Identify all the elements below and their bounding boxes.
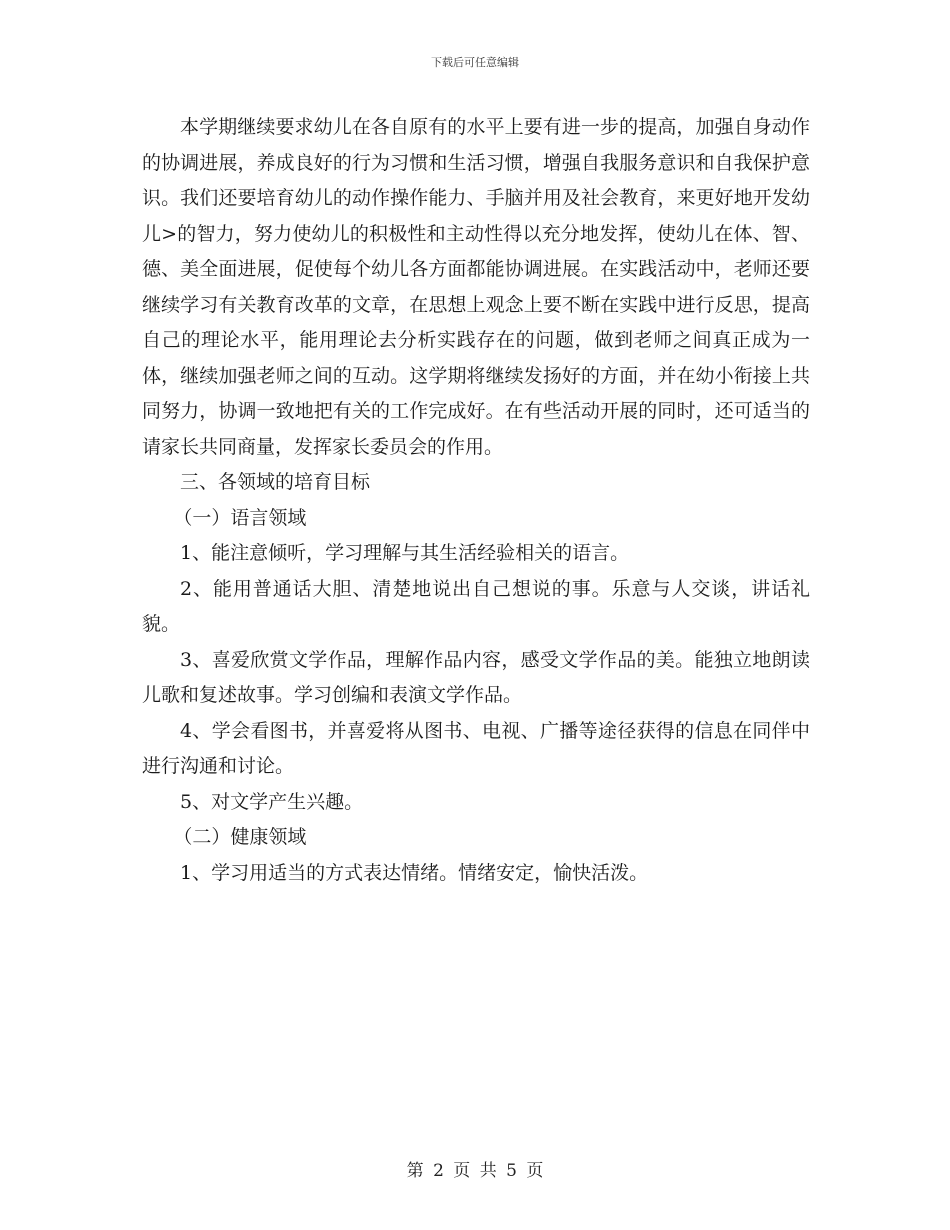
document-body [142,110,810,891]
subsection-heading-health: （二）健康领域 [173,826,307,848]
page-header-note: 下载后可任意编辑 [431,56,519,69]
page-number-footer: 第 2 页 共 5 页 [406,1161,544,1181]
language-goal-1: 1、能注意倾听，学习理解与其生活经验相关的语言。 [180,542,630,564]
intro-paragraph: 本学期继续要求幼儿在各自原有的水平上要有进一步的提高，加强自身动作的协调进展，养成良好的行为习惯和生活习惯，增强自我服务意识和自我保护意识。我们还要培育幼儿的动作操作能力、手脑并用及社会教育，来更好地开发幼儿>的智力，努力使幼儿的积极性和主动性得以充分地发挥，使幼儿在体、智、德、美全面进展，促使每个幼儿各方面都能协调进展。在实践活动中，老师还要继续学习有关教育改革的文章，在思想上观念上要不断在实践中进行反思，提高自己的理论水平，能用理论去分析实践存在的问题，做到老师之间真正成为一体，继续加强老师之间的互动。这学期将继续发扬好的方面，并在幼小衔接上共同努力，协调一致地把有关的工作完成好。在有些活动开展的同时，还可适当的请家长共同商量，发挥家长委员会的作用。 [142,116,810,458]
health-goal-1: 1、学习用适当的方式表达情绪。情绪安定，愉快活泼。 [180,861,649,884]
subsection-heading-language: （一）语言领域 [173,506,307,529]
section-heading: 三、各领域的培育目标 [180,471,371,493]
language-goal-5: 5、对文学产生兴趣。 [180,790,364,813]
language-goal-2: 2、能用普通话大胆、清楚地说出自己想说的事。乐意与人交谈，讲话礼貌。 [142,577,810,635]
language-goal-4: 4、学会看图书，并喜爱将从图书、电视、广播等途径获得的信息在同伴中进行沟通和讨论。 [142,719,810,777]
language-goal-3: 3、喜爱欣赏文学作品，理解作品内容，感受文学作品的美。能独立地朗读儿歌和复述故事。学习创编和表演文学作品。 [142,648,810,706]
